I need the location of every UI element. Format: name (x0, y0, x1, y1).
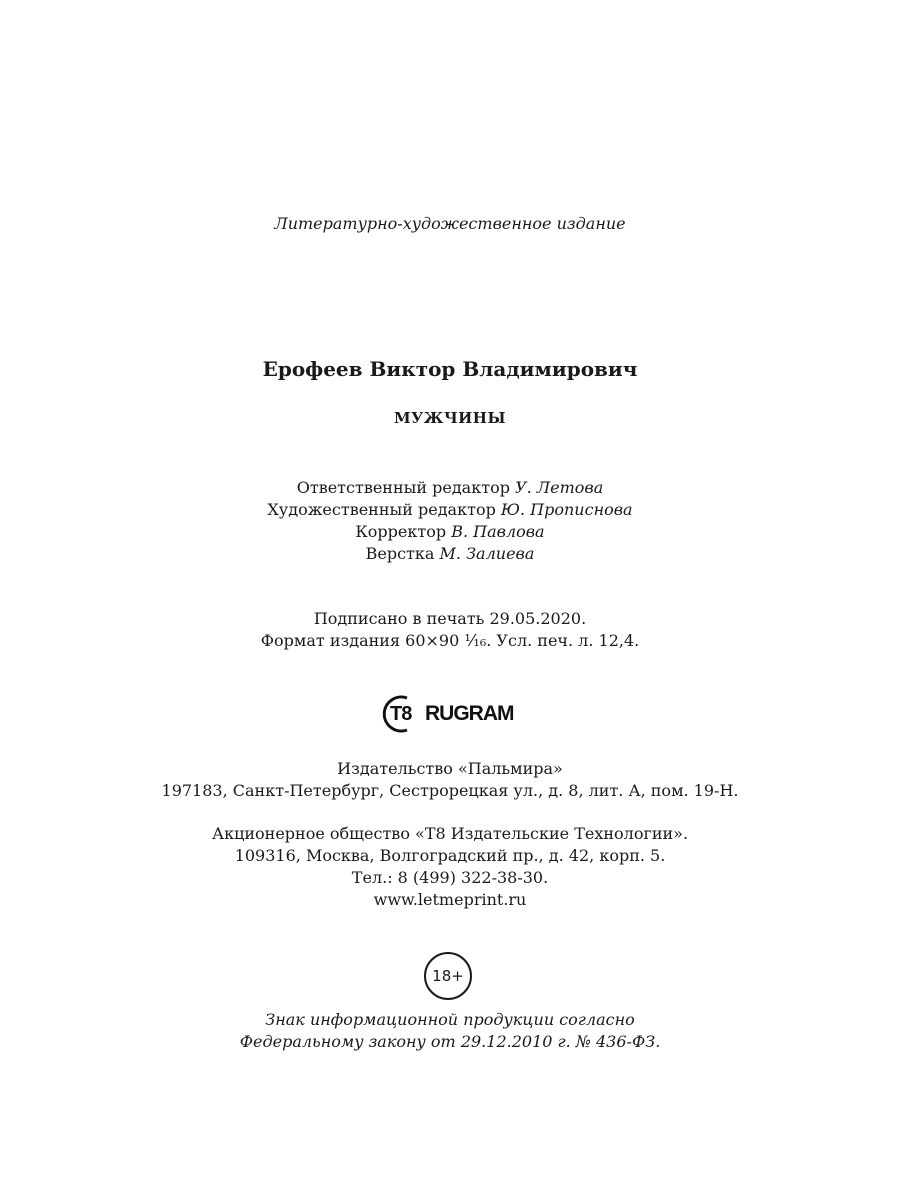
edition-type: Литературно-художественное издание (274, 214, 626, 233)
credit-role: Верстка (365, 544, 435, 563)
printer-phone: Тел.: 8 (499) 322-38-30. (351, 868, 549, 887)
credit-role: Художественный редактор (267, 500, 496, 519)
credit-role: Корректор (355, 522, 447, 541)
printer-name: Акционерное общество «Т8 Издательские Технологии». (211, 824, 689, 843)
credit-line (0, 477, 900, 499)
credit-line (0, 521, 900, 543)
credit-name: В. Павлова (451, 522, 545, 541)
logo-mark: T8 (390, 703, 412, 725)
info-notice-line: Знак информационной продукции согласно (265, 1010, 635, 1029)
t8-logo-icon (381, 694, 425, 734)
author-name: Ерофеев Виктор Владимирович (262, 357, 638, 381)
credit-name: М. Залиева (439, 544, 535, 563)
printer-website: www.letmeprint.ru (373, 890, 527, 909)
info-notice-line: Федеральному закону от 29.12.2010 г. № 436-ФЗ. (239, 1032, 661, 1051)
age-rating-badge: 18+ (424, 952, 472, 1000)
print-date: Подписано в печать 29.05.2020. (313, 609, 587, 628)
logo-brand: RUGRAM (425, 702, 514, 725)
printer-address: 109316, Москва, Волгоградский пр., д. 42, корп. 5. (234, 846, 666, 865)
credit-name: У. Летова (515, 478, 604, 497)
publisher-name: Издательство «Пальмира» (337, 759, 563, 778)
credit-role: Ответственный редактор (296, 478, 510, 497)
format-line: Формат издания 60×90 ¹⁄₁₆. Усл. печ. л. 12,4. (260, 631, 640, 650)
credit-line (0, 499, 900, 521)
book-title: МУЖЧИНЫ (393, 409, 507, 427)
credit-line (0, 543, 900, 565)
publisher-address: 197183, Санкт-Петербург, Сестрорецкая ул., д. 8, лит. А, пом. 19-Н. (161, 781, 739, 800)
credit-name: Ю. Прописнова (500, 500, 633, 519)
publisher-logo (381, 694, 514, 734)
